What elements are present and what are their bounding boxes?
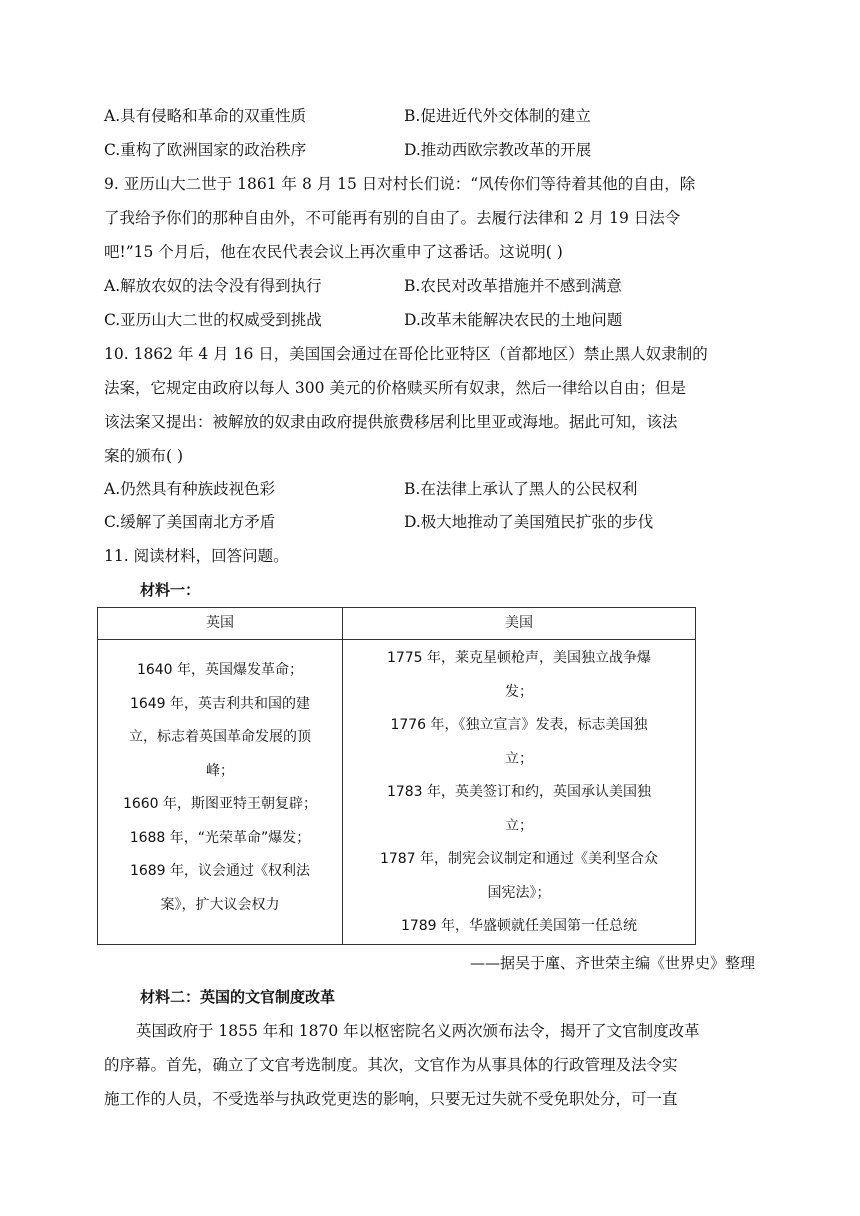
- q10-stem-line: 案的颁布( ): [104, 447, 184, 465]
- material-two-paragraph-line: 的序幕。首先，确立了文官考选制度。其次，文官作为从事具体的行政管理及法令实: [104, 1056, 678, 1074]
- q9-stem-line: 9. 亚历山大二世于 1861 年 8 月 15 日对村长们说：“风传你们等待着其他的自由，除: [104, 175, 696, 193]
- table-header-uk: 英国: [98, 608, 343, 640]
- us-events-cell: [343, 640, 696, 945]
- us-event-line: 1787 年，制宪会议制定和通过《美利坚合众: [379, 851, 659, 867]
- material-two-paragraph-line: 英国政府于 1855 年和 1870 年以枢密院名义两次颁布法令，揭开了文官制度改革: [136, 1022, 700, 1040]
- uk-event-line: 1649 年，英吉利共和国的建: [129, 695, 311, 712]
- q10-option-a: A.仍然具有种族歧视色彩: [104, 480, 276, 498]
- table-row: [98, 640, 696, 945]
- material-one-source: ——据吴于廑、齐世荣主编《世界史》整理: [469, 954, 755, 972]
- uk-event-line: 峰；: [206, 762, 234, 779]
- table-header-us: 美国: [343, 608, 696, 640]
- uk-event-line: 1688 年，“光荣革命”爆发；: [129, 829, 311, 846]
- q8-option-b: B.促进近代外交体制的建立: [404, 107, 591, 125]
- q10-stem-line: 法案，它规定由政府以每人 300 美元的价格赎买所有奴隶，然后一律给以自由；但是: [104, 379, 686, 397]
- us-event-line: 1776 年，《独立宣言》发表，标志美国独: [390, 717, 648, 733]
- us-event-line: 1783 年，英美签订和约，英国承认美国独: [386, 784, 652, 800]
- uk-event-line: 立，标志着英国革命发展的顶: [129, 729, 311, 745]
- q9-option-c: C.亚历山大二世的权威受到挑战: [104, 311, 322, 329]
- q11-stem: 11. 阅读材料，回答问题。: [104, 547, 289, 565]
- q9-option-b: B.农民对改革措施并不感到满意: [404, 277, 622, 295]
- material-two-paragraph-line: 施工作的人员，不受选举与执政党更迭的影响，只要无过失就不受免职处分，可一直: [104, 1090, 678, 1108]
- material-one-label: 材料一：: [140, 581, 201, 599]
- uk-events-cell: [98, 640, 343, 945]
- q10-stem-line: 10. 1862 年 4 月 16 日，美国国会通过在哥伦比亚特区（首都地区）禁止黑人奴隶制的: [104, 345, 708, 363]
- us-event-line: 1789 年，华盛顿就任美国第一任总统: [400, 918, 638, 934]
- us-event-line: 立；: [505, 750, 533, 767]
- us-event-line: 1775 年，莱克星顿枪声，美国独立战争爆: [386, 650, 652, 666]
- us-event-line: 国宪法》；: [487, 884, 551, 901]
- q10-stem-line: 该法案又提出：被解放的奴隶由政府提供旅费移居利比里亚或海地。据此可知，该法: [104, 413, 678, 431]
- uk-event-line: 1640 年，英国爆发革命；: [136, 662, 304, 678]
- uk-event-line: 1660 年，斯图亚特王朝复辟；: [122, 796, 318, 812]
- q9-option-d: D.改革未能解决农民的土地问题: [404, 311, 623, 329]
- uk-event-line: 案》，扩大议会权力: [160, 896, 280, 913]
- us-event-line: 立；: [505, 817, 533, 834]
- us-event-line: 发；: [505, 683, 533, 700]
- material-one-table: [97, 607, 696, 945]
- q8-option-a: A.具有侵略和革命的双重性质: [104, 107, 307, 125]
- q8-option-d: D.推动西欧宗教改革的开展: [404, 141, 592, 159]
- q10-option-c: C.缓解了美国南北方矛盾: [104, 513, 276, 531]
- q10-option-d: D.极大地推动了美国殖民扩张的步伐: [404, 513, 654, 531]
- q10-option-b: B.在法律上承认了黑人的公民权利: [404, 480, 638, 498]
- table-header-row: [98, 608, 696, 640]
- q9-option-a: A.解放农奴的法令没有得到执行: [104, 277, 322, 295]
- q9-stem-line: 吧!”15 个月后，他在农民代表会议上再次重申了这番话。这说明( ): [104, 243, 563, 261]
- uk-event-line: 1689 年，议会通过《权利法: [129, 863, 311, 879]
- q9-stem-line: 了我给予你们的那种自由外，不可能再有别的自由了。去履行法律和 2 月 19 日法令: [104, 209, 681, 227]
- q8-option-c: C.重构了欧洲国家的政治秩序: [104, 141, 307, 159]
- material-two-label: 材料二：英国的文官制度改革: [140, 988, 336, 1006]
